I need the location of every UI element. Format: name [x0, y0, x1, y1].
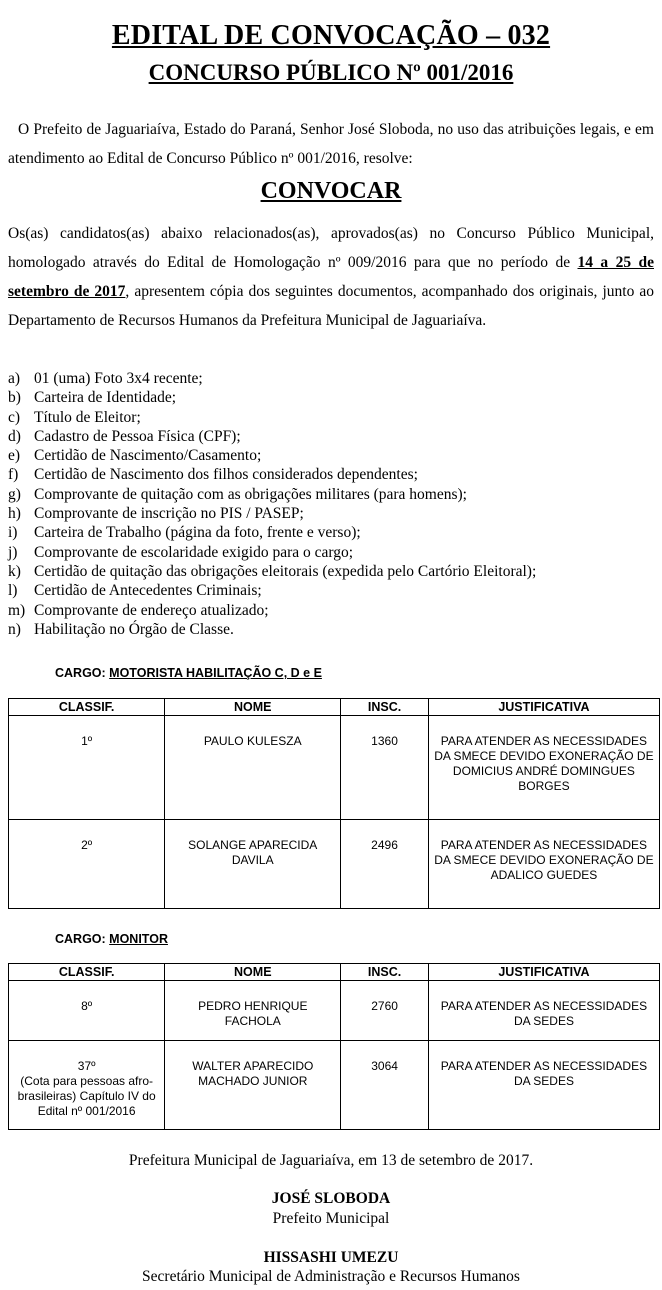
list-item-letter: k)	[8, 562, 21, 580]
list-item-letter: a)	[8, 370, 21, 387]
list-item	[8, 543, 536, 562]
signer2-name: HISSASHI UMEZU	[263, 1249, 399, 1266]
list-item-text: Carteira de Identidade;	[34, 389, 177, 407]
candidates-table	[8, 698, 660, 909]
table-row	[9, 716, 660, 820]
list-item-text: Certidão de quitação das obrigações eleitorais (expedida pelo Cartório Eleitoral);	[34, 562, 537, 580]
list-item-letter: m)	[8, 601, 26, 619]
list-item-text: Certidão de Antecedentes Criminais;	[34, 582, 262, 600]
list-item-text: Carteira de Trabalho (página da foto, frente e verso);	[34, 524, 361, 542]
list-item-text: Certidão de Nascimento/Casamento;	[34, 447, 262, 465]
list-item	[8, 523, 536, 542]
cargo-name: MONITOR	[109, 932, 168, 946]
list-item-letter: b)	[8, 389, 21, 407]
cell-classif: 37º (Cota para pessoas afro-brasileiras) Capítulo IV do Edital nº 001/2016	[9, 1041, 165, 1130]
list-item	[8, 388, 536, 407]
list-item-text: Cadastro de Pessoa Física (CPF);	[34, 427, 241, 445]
cell-classif: 1º	[9, 716, 165, 820]
cell-justificativa: PARA ATENDER AS NECESSIDADES DA SEDES	[428, 981, 659, 1041]
cell-nome: PEDRO HENRIQUE FACHOLA	[165, 981, 341, 1041]
header-insc: INSC.	[341, 964, 429, 981]
header-nome: NOME	[165, 699, 341, 716]
table-header-row	[9, 964, 660, 981]
list-item	[8, 581, 536, 600]
body-paragraph	[8, 219, 654, 335]
cell-insc: 2760	[341, 981, 429, 1041]
list-item-letter: c)	[8, 408, 21, 426]
cell-insc: 3064	[341, 1041, 429, 1130]
document-subtitle: CONCURSO PÚBLICO Nº 001/2016	[148, 60, 514, 85]
list-item-letter: e)	[8, 447, 21, 465]
list-item	[8, 562, 536, 581]
cell-justificativa: PARA ATENDER AS NECESSIDADES DA SEDES	[428, 1041, 659, 1130]
table-row	[9, 981, 660, 1041]
cell-insc: 1360	[341, 716, 429, 820]
cargo-prefix: CARGO:	[55, 666, 110, 680]
header-classif: CLASSIF.	[9, 964, 165, 981]
documents-list	[8, 369, 536, 639]
list-item-letter: f)	[8, 466, 19, 484]
cell-nome: PAULO KULESZA	[165, 716, 341, 820]
list-item	[8, 446, 536, 465]
list-item	[8, 485, 536, 504]
list-item-text: Comprovante de escolaridade exigido para o cargo;	[34, 543, 354, 561]
list-item-letter: g)	[8, 485, 21, 503]
cell-insc: 2496	[341, 820, 429, 909]
cell-nome: SOLANGE APARECIDA DAVILA	[165, 820, 341, 909]
cell-nome: WALTER APARECIDO MACHADO JUNIOR	[165, 1041, 341, 1130]
body-part2: , apresentem cópia dos seguintes documentos, acompanhado dos originais, junto ao Departamento de Recursos Humanos da Prefeitura Municipal de Jaguariaíva.	[8, 283, 654, 329]
header-nome: NOME	[165, 964, 341, 981]
list-item-text: Título de Eleitor;	[34, 408, 141, 426]
document-title: EDITAL DE CONVOCAÇÃO – 032	[111, 20, 551, 51]
body-part1: Os(as) candidatos(as) abaixo relacionados(as), aprovados(as) no Concurso Público Municipal, homologado através do Edital de Homologação nº 009/2016 para que no período de	[8, 225, 654, 271]
header-insc: INSC.	[341, 699, 429, 716]
signer1-role: Prefeito Municipal	[272, 1210, 390, 1227]
candidates-table	[8, 963, 660, 1130]
list-item	[8, 408, 536, 427]
convocar-heading: CONVOCAR	[260, 178, 402, 204]
cargo-prefix: CARGO:	[55, 932, 110, 946]
list-item-letter: j)	[8, 543, 18, 561]
table-row	[9, 820, 660, 909]
list-item	[8, 369, 536, 388]
place-date: Prefeitura Municipal de Jaguariaíva, em 13 de setembro de 2017.	[128, 1152, 534, 1169]
list-item-letter: n)	[8, 620, 21, 638]
list-item-text: Certidão de Nascimento dos filhos considerados dependentes;	[34, 466, 418, 484]
list-item	[8, 620, 536, 639]
list-item-letter: h)	[8, 505, 21, 523]
signer2-role: Secretário Municipal de Administração e Recursos Humanos	[142, 1268, 520, 1285]
list-item-text: Comprovante de quitação com as obrigações militares (para homens);	[34, 485, 467, 503]
cell-classif: 2º	[9, 820, 165, 909]
table-header-row	[9, 699, 660, 716]
header-justificativa: JUSTIFICATIVA	[428, 964, 659, 981]
header-classif: CLASSIF.	[9, 699, 165, 716]
list-item	[8, 504, 536, 523]
cell-justificativa: PARA ATENDER AS NECESSIDADES DA SMECE DEVIDO EXONERAÇÃO DE DOMICIUS ANDRÉ DOMINGUES BORGES	[428, 716, 659, 820]
signer1-name: JOSÉ SLOBODA	[271, 1190, 391, 1207]
list-item-text: Habilitação no Órgão de Classe.	[34, 620, 234, 638]
list-item	[8, 427, 536, 446]
list-item	[8, 601, 536, 620]
cargo-heading	[55, 932, 168, 946]
cell-classif: 8º	[9, 981, 165, 1041]
list-item-text: 01 (uma) Foto 3x4 recente;	[34, 370, 203, 387]
cargo-heading	[55, 666, 322, 680]
table-row	[9, 1041, 660, 1130]
list-item-text: Comprovante de endereço atualizado;	[34, 601, 269, 619]
list-item-letter: i)	[8, 524, 18, 542]
list-item	[8, 465, 536, 484]
body-period: 14 a 25 de setembro de 2017	[8, 254, 654, 300]
list-item-text: Comprovante de inscrição no PIS / PASEP;	[34, 505, 304, 523]
cell-justificativa: PARA ATENDER AS NECESSIDADES DA SMECE DEVIDO EXONERAÇÃO DE ADALICO GUEDES	[428, 820, 659, 909]
list-item-letter: l)	[8, 582, 18, 600]
cargo-name: MOTORISTA HABILITAÇÃO C, D e E	[109, 666, 322, 680]
list-item-letter: d)	[8, 427, 21, 445]
header-justificativa: JUSTIFICATIVA	[428, 699, 659, 716]
intro-paragraph: O Prefeito de Jaguariaíva, Estado do Paraná, Senhor José Sloboda, no uso das atribuições legais, e em atendimento ao Edital de Concurso Público nº 001/2016, resolve:	[8, 121, 654, 167]
